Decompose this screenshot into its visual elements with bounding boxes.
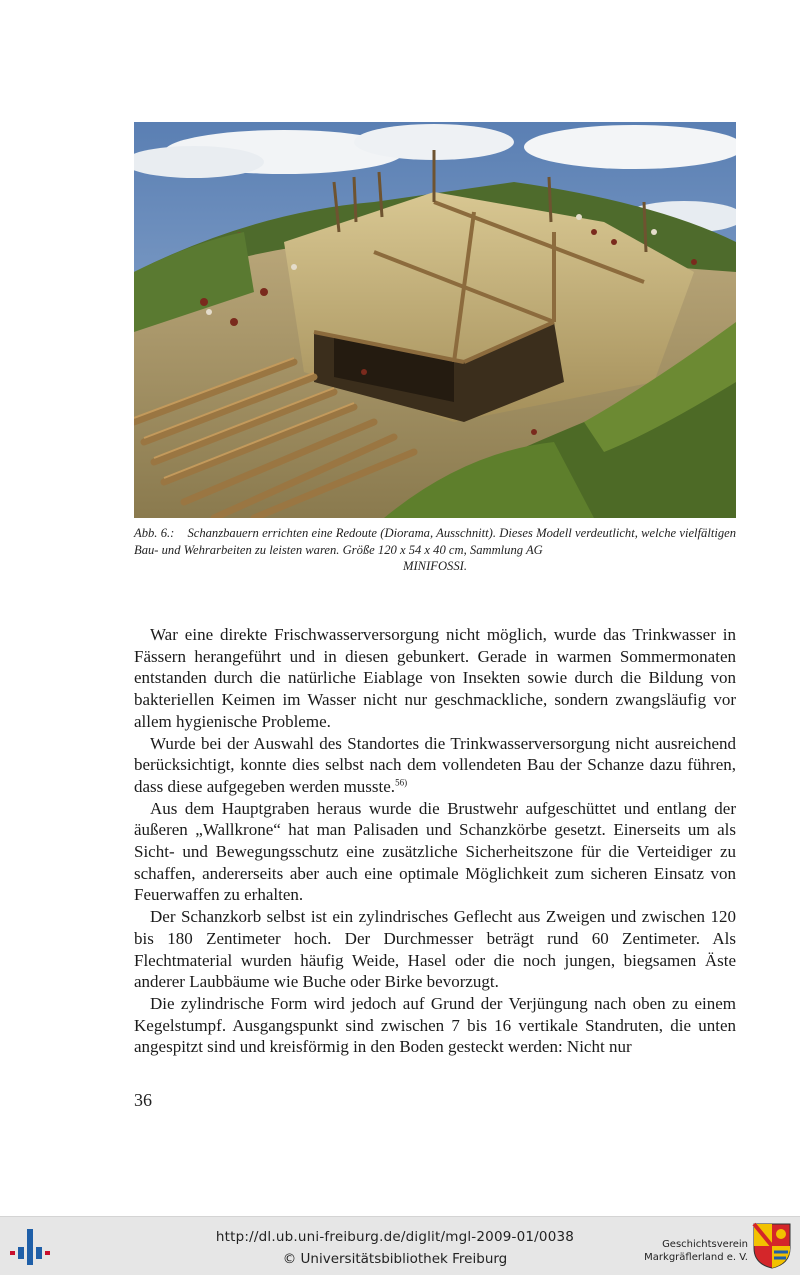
paragraph xyxy=(134,906,736,993)
society-name xyxy=(630,1239,748,1264)
footer-bar xyxy=(0,1216,800,1275)
society-line-1: Geschichtsverein xyxy=(662,1239,748,1250)
diorama-photo xyxy=(134,122,736,518)
diorama-illustration xyxy=(134,122,736,518)
paragraph-text: Wurde bei der Auswahl des Standortes die Trinkwasserversorgung nicht ausreichend berücksichtigt, konnte dies selbst nach dem vollendeten Bau der Schanze dazu führen, dass diese aufgegeben werden musste. xyxy=(134,733,736,796)
caption-prefix: Abb. 6.: xyxy=(134,526,175,540)
society-line-2: Markgräflerland e. V. xyxy=(644,1251,748,1263)
paragraph-text: Aus dem Hauptgraben heraus wurde die Brustwehr aufgeschüttet und entlang der äußeren „Wallkrone“ hat man Palisaden und Schanzkörbe gesetzt. Einerseits um als Sicht- und Bewegungsschutz eine zusätzliche Sicherheitszone für die Verteidiger zu schaffen, andererseits aber auch eine optimale Möglichkeit zum sicheren Einsatz von Feuerwaffen zu erhalten. xyxy=(134,798,736,905)
ub-freiburg-logo-icon[interactable] xyxy=(8,1227,52,1267)
caption-last-line: MINIFOSSI. xyxy=(402,559,467,573)
paragraph xyxy=(134,624,736,733)
figure-caption xyxy=(134,525,736,575)
copyright-text: © Universitätsbibliothek Freiburg xyxy=(282,1251,508,1267)
paragraph-text: War eine direkte Frischwasserversorgung nicht möglich, wurde das Trinkwasser in Fässern herangeführt und in diesen gebunkert. Gerade in warmen Sommermonaten entstanden durch die natürliche Eiablage von Insekten sowie durch die Bildung von bakteriellen Keimen im Wasser nicht nur geschmackliche, sondern zwangsläufig vor allem hygienische Probleme. xyxy=(134,625,736,731)
caption-text: Schanzbauern errichten eine Redoute (Diorama, Ausschnitt). Dieses Modell verdeutlicht, welche vielfältigen Bau- und Wehrarbeiten zu leisten waren. Größe 120 x 54 x 40 cm, Sammlung AG xyxy=(134,526,737,557)
paragraph xyxy=(134,993,736,1058)
body-text xyxy=(134,624,736,1058)
page-number: 36 xyxy=(134,1090,152,1110)
paragraph-text: Die zylindrische Form wird jedoch auf Grund der Verjüngung nach oben zu einem Kegelstumpf. Ausgangspunkt sind zwischen 7 bis 16 vertikale Standruten, die unten angespitzt sind und kreisförmig in den Boden gesteckt werden: Nicht nur xyxy=(134,993,736,1057)
paragraph xyxy=(134,798,736,907)
coat-of-arms-icon[interactable] xyxy=(752,1222,792,1270)
paragraph-text: Der Schanzkorb selbst ist ein zylindrisches Geflecht aus Zweigen und zwischen 120 bis 180 Zentimeter hoch. Der Durchmesser beträgt rund 60 Zentimeter. Als Flechtmaterial wurden häufig Weide, Hasel oder die noch jungen, biegsamen Äste anderer Laubbäume wie Buche oder Birke bevorzugt. xyxy=(134,907,736,992)
paragraph xyxy=(134,733,736,798)
footnote-reference: 56) xyxy=(395,777,408,788)
document-url-link[interactable]: http://dl.ub.uni-freiburg.de/diglit/mgl-2009-01/0038 xyxy=(215,1229,575,1245)
